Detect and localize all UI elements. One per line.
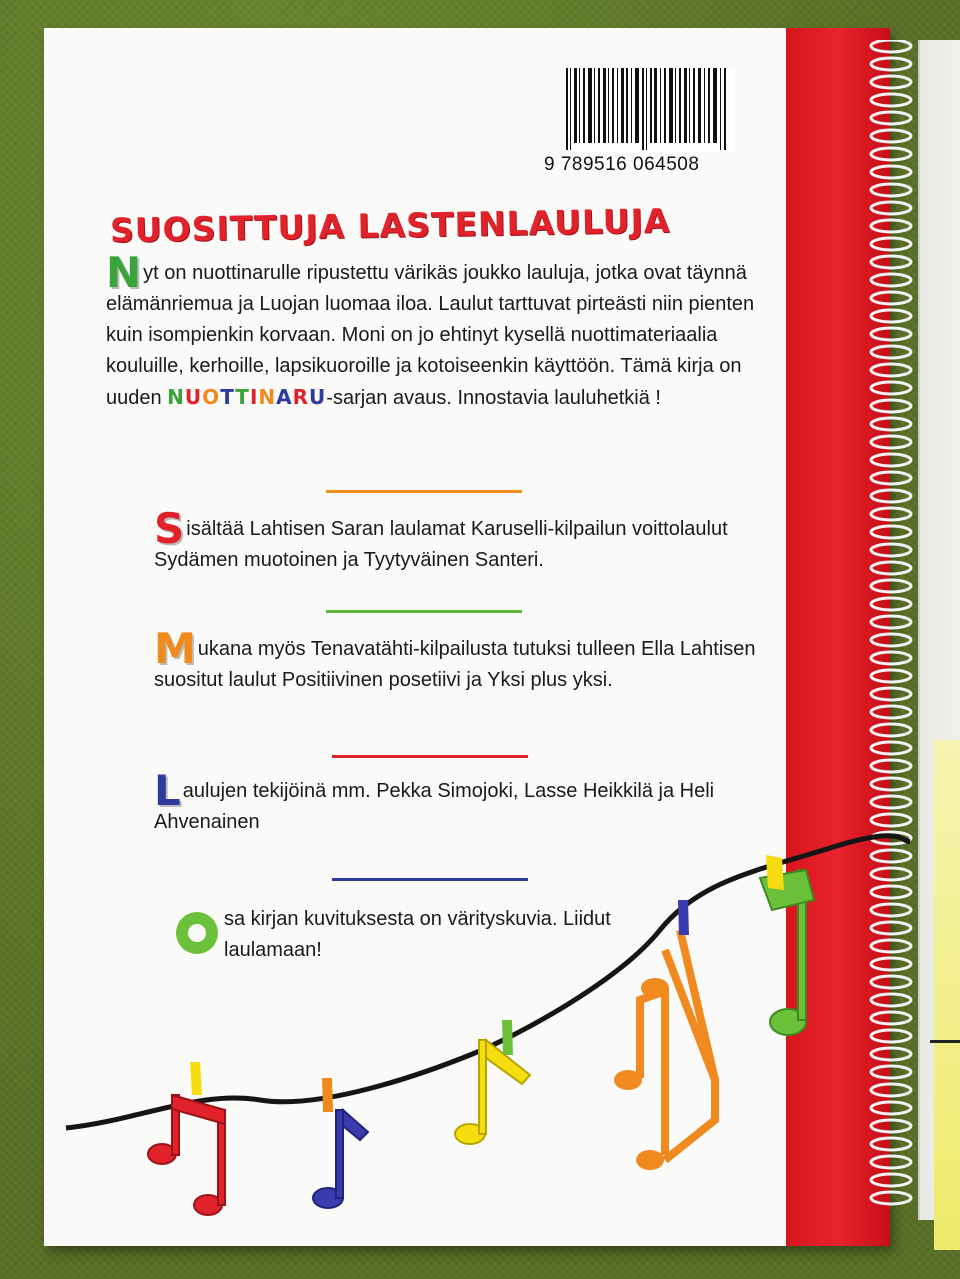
drop-cap-n: N bbox=[106, 248, 142, 297]
coil-loop bbox=[871, 886, 911, 898]
drop-cap-l: L bbox=[154, 766, 181, 815]
section-sisaltaa-text: isältää Lahtisen Saran laulamat Karuselli-kilpailun voittolaulut Sydämen muotoinen ja Tyytyväinen Santeri. bbox=[154, 518, 728, 571]
coil-loop bbox=[871, 166, 911, 178]
coil-loop bbox=[871, 202, 911, 214]
coil-loop bbox=[871, 958, 911, 970]
coil-loop bbox=[871, 148, 911, 160]
brand-letter: O bbox=[202, 385, 221, 409]
coil-loop bbox=[871, 220, 911, 232]
coil-loop bbox=[871, 454, 911, 466]
coil-loop bbox=[871, 994, 911, 1006]
coil-loop bbox=[871, 1174, 911, 1186]
section-laulujen bbox=[154, 766, 794, 838]
section-sisaltaa bbox=[154, 504, 794, 576]
brand-letter: U bbox=[184, 385, 203, 409]
coil-loop bbox=[871, 94, 911, 106]
brand-letter: R bbox=[292, 385, 310, 409]
intro-text-b: -sarjan avaus. Innostavia lauluhetkiä ! bbox=[326, 387, 661, 409]
coil-loop bbox=[871, 598, 911, 610]
coil-loop bbox=[871, 274, 911, 286]
coil-loop bbox=[871, 724, 911, 736]
drop-cap-m: M bbox=[154, 624, 196, 673]
coil-loop bbox=[871, 832, 911, 844]
brand-letter: N bbox=[167, 385, 185, 409]
coil-loop bbox=[871, 850, 911, 862]
coil-loop bbox=[871, 508, 911, 520]
barcode-digits: 9 789516 064508 bbox=[544, 154, 700, 175]
coil-loop bbox=[871, 1102, 911, 1114]
brand-letter: I bbox=[249, 385, 259, 409]
barcode bbox=[544, 68, 734, 175]
coil-loop bbox=[871, 1030, 911, 1042]
coil-loop bbox=[871, 1156, 911, 1168]
coil-loop bbox=[871, 814, 911, 826]
black-line bbox=[930, 1040, 960, 1043]
barcode-bars bbox=[564, 68, 734, 150]
book-title: SUOSITTUJA LASTENLAULUJA bbox=[109, 201, 671, 250]
blue-divider bbox=[332, 878, 528, 881]
brand-letter: U bbox=[309, 385, 327, 409]
coil-loop bbox=[871, 922, 911, 934]
coil-loop bbox=[871, 58, 911, 70]
coil-loop bbox=[871, 706, 911, 718]
coil-loop bbox=[871, 634, 911, 646]
coil-loop bbox=[871, 796, 911, 808]
green-divider bbox=[326, 610, 522, 613]
coil-loop bbox=[871, 976, 911, 988]
brand-letter: T bbox=[220, 385, 236, 409]
coil-loop bbox=[871, 130, 911, 142]
book-back-cover bbox=[44, 28, 890, 1246]
intro-paragraph bbox=[106, 248, 766, 414]
second-book-edge bbox=[918, 40, 960, 1220]
section-mukana-text: ukana myös Tenavatähti-kilpailusta tutuksi tulleen Ella Lahtisen suositut laulut Positiivinen posetiivi ja Yksi plus yksi. bbox=[154, 638, 756, 691]
brand-letter: T bbox=[235, 385, 250, 409]
coil-loop bbox=[871, 40, 911, 52]
coil-loop bbox=[871, 310, 911, 322]
coil-loop bbox=[871, 580, 911, 592]
coil-loop bbox=[871, 238, 911, 250]
coil-loop bbox=[871, 1120, 911, 1132]
coil-loop bbox=[871, 184, 911, 196]
coil-loop bbox=[871, 472, 911, 484]
coil-loop bbox=[871, 436, 911, 448]
section-mukana bbox=[154, 624, 794, 696]
coil-loop bbox=[871, 670, 911, 682]
nuottinaru-brand bbox=[167, 385, 326, 409]
coil-loop bbox=[871, 904, 911, 916]
coil-loop bbox=[871, 1048, 911, 1060]
orange-divider bbox=[326, 490, 522, 493]
coil-loop bbox=[871, 1084, 911, 1096]
coil-loop bbox=[871, 112, 911, 124]
coil-loop bbox=[871, 544, 911, 556]
coil-loop bbox=[871, 490, 911, 502]
section-osa bbox=[178, 904, 698, 966]
red-divider bbox=[332, 755, 528, 758]
coil-loop bbox=[871, 652, 911, 664]
coil-loop bbox=[871, 346, 911, 358]
brand-letter: A bbox=[276, 385, 293, 409]
coil-loop bbox=[871, 1192, 911, 1204]
section-osa-text: sa kirjan kuvituksesta on värityskuvia. Liidut laulamaan! bbox=[224, 908, 611, 961]
coil-loop bbox=[871, 1012, 911, 1024]
coil-loop bbox=[871, 256, 911, 268]
coil-loop bbox=[871, 616, 911, 628]
coil-loop bbox=[871, 778, 911, 790]
coil-loop bbox=[871, 292, 911, 304]
drop-cap-s: S bbox=[154, 504, 185, 553]
coil-loop bbox=[871, 328, 911, 340]
coil-loop bbox=[871, 1138, 911, 1150]
yellow-cover-strip bbox=[934, 740, 960, 1250]
coil-loop bbox=[871, 868, 911, 880]
coil-loop bbox=[871, 526, 911, 538]
coil-loop bbox=[871, 364, 911, 376]
coil-loop bbox=[871, 760, 911, 772]
coil-loop bbox=[871, 688, 911, 700]
brand-letter: N bbox=[258, 385, 277, 409]
spiral-binding bbox=[866, 40, 916, 1210]
section-laulujen-text: aulujen tekijöinä mm. Pekka Simojoki, Lasse Heikkilä ja Heli Ahvenainen bbox=[154, 780, 715, 833]
coil-loop bbox=[871, 562, 911, 574]
coil-loop bbox=[871, 418, 911, 430]
coil-loop bbox=[871, 742, 911, 754]
coil-loop bbox=[871, 76, 911, 88]
intro-text-a: yt on nuottinarulle ripustettu värikäs joukko lauluja, jotka ovat täynnä elämänriemua ja Luojan luomaa iloa. Laulut tarttuvat pirteästi niin pienten kuin isompienkin korvaan. Moni on jo ehtinyt kysellä nuottimateriaalia kouluille, kerhoille, lapsikuoroille ja kotoiseenkin käyttöön. Tämä kirja on uuden bbox=[106, 262, 755, 409]
coil-loop bbox=[871, 382, 911, 394]
coil-loop bbox=[871, 940, 911, 952]
coil-loop bbox=[871, 400, 911, 412]
coil-loop bbox=[871, 1066, 911, 1078]
